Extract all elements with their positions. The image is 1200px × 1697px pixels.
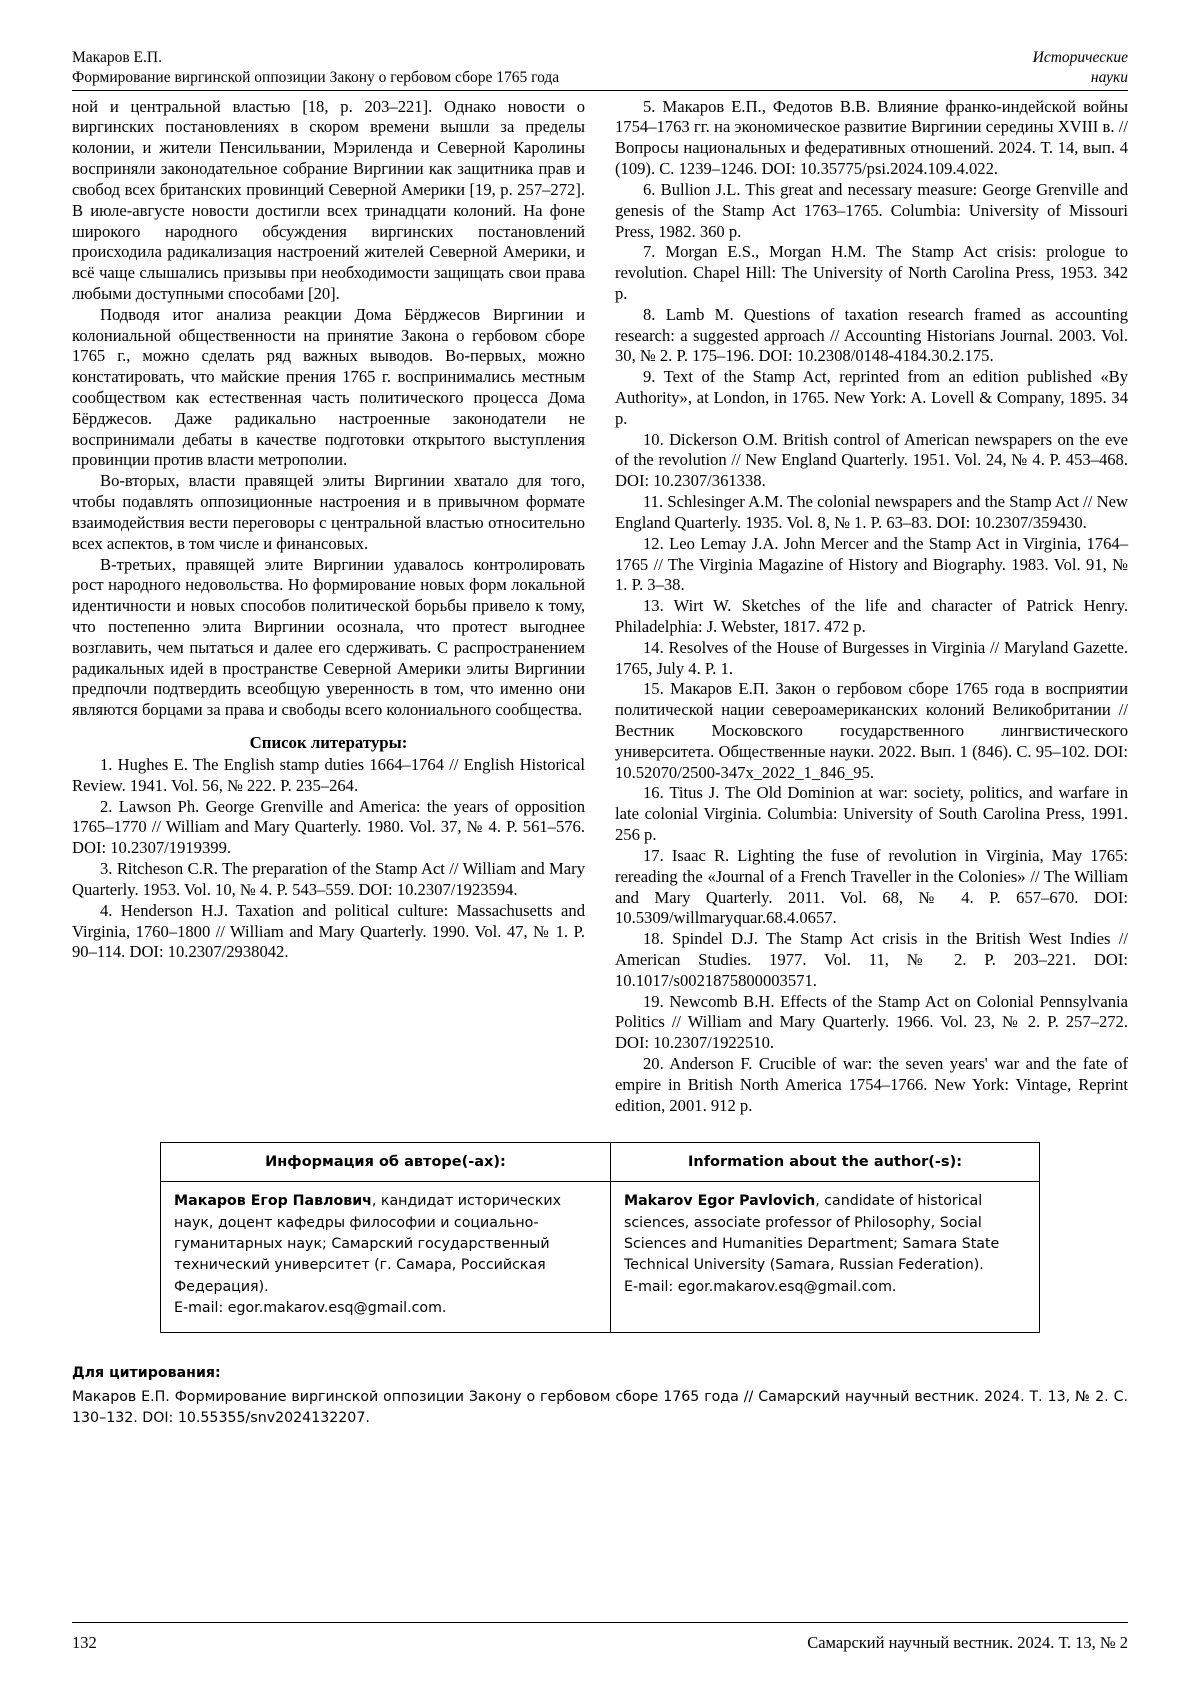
author-email-ru: E-mail: egor.makarov.esq@gmail.com.: [174, 1299, 447, 1316]
reference-item: 4. Henderson H.J. Taxation and political culture: Massachusetts and Virginia, 1760–1800 // William and Mary Quarterly. 1990. Vol. 47, № 1. P. 90–114. DOI: 10.2307/2938042.: [72, 900, 585, 962]
reference-item: 11. Schlesinger A.M. The colonial newspapers and the Stamp Act // New England Quarterly. 1935. Vol. 8, № 1. P. 63–83. DOI: 10.2307/359430.: [615, 492, 1128, 532]
paragraph: ной и центральной властью [18, p. 203–221]. Однако новости о виргинских постановлениях в скором времени вышли за пределы колонии, и жители Пенсильвании, Мэриленда и Северной Каролины восприняли законодательное собрание Виргинии как защитника прав и свобод всех британских провинций Северной Америки [19, p. 257–272]. В июле-августе новости достигли всех тринадцати колоний. На фоне широкого народного обсуждения виргинских постановлений происходила радикализация настроений жителей Северной Америки, и всё чаще слышались призывы при необходимости защищать свои права любыми доступными способами [20].: [72, 96, 585, 303]
left-column: [72, 97, 585, 1117]
reference-item: 10. Dickerson O.M. British control of American newspapers on the eve of the revolution // New England Quarterly. 1951. Vol. 24, № 4. P. 453–468. DOI: 10.2307/361338.: [615, 429, 1128, 491]
reference-item: 9. Text of the Stamp Act, reprinted from an edition published «By Authority», at London, in 1765. New York: A. Lovell & Company, 1895. 34 p.: [615, 367, 1128, 428]
author-affiliation-en: , candidate of historical sciences, associate professor of Philosophy, Social Sciences and Humanities Department; Samara State Technical University (Samara, Russian Federation).: [623, 1193, 1000, 1274]
author-info-header-en: Information about the author(-s):: [610, 1143, 1039, 1182]
table-row: [161, 1143, 1040, 1182]
running-head-section-line2: науки: [1090, 68, 1128, 86]
reference-item: 15. Макаров Е.П. Закон о гербовом сборе 1765 года в восприятии политической нации североамериканских колоний Великобритании // Вестник Московского государственного лингвистического университета. Общественные науки. 2022. Вып. 1 (846). С. 95–102. DOI: 10.52070/2500-347х_2022_1_846_95.: [615, 679, 1128, 782]
reference-item: 13. Wirt W. Sketches of the life and character of Patrick Henry. Philadelphia: J. Webster, 1817. 472 p.: [615, 596, 1128, 636]
running-head-title: Формирование виргинской оппозиции Закону о гербовом сборе 1765 года: [72, 68, 560, 86]
right-column: [615, 97, 1128, 1117]
paragraph: В-третьих, правящей элите Виргинии удавалось контролировать рост народного недовольства. Но формирование новых форм локальной идентичности и новых способов политической борьбы привело к тому, что постепенно элита Виргинии осознала, что протест выгоднее возглавить, чем пытаться и далее его сдерживать. С распространением радикальных идей в пространстве Северной Америки элиты Виргинии предпочли подтвердить всеобщую уверенность в том, что именно они являются борцами за права и свободы всего колониального сообщества.: [72, 554, 585, 720]
citation-heading: Для цитирования:: [72, 1365, 221, 1382]
author-info-header-ru: Информация об авторе(-ах):: [161, 1143, 611, 1182]
author-info-section: [72, 1142, 1128, 1333]
table-row: [161, 1182, 1040, 1333]
running-head-left: [72, 48, 853, 88]
page-number: 132: [72, 1633, 97, 1652]
running-head-section-line1: Исторические: [1032, 49, 1128, 66]
reference-item: 3. Ritcheson C.R. The preparation of the Stamp Act // William and Mary Quarterly. 1953. Vol. 10, № 4. P. 543–559. DOI: 10.2307/1923594.: [72, 859, 585, 899]
author-info-table: [160, 1142, 1040, 1333]
references-heading: Список литературы:: [249, 733, 408, 753]
reference-item: 17. Isaac R. Lighting the fuse of revolution in Virginia, May 1765: rereading the «Journal of a French Traveller in the Colonies» // The William and Mary Quarterly. 2011. Vol. 68, № 4. P. 657–670. DOI: 10.5309/willmaryquar.68.4.0657.: [615, 845, 1128, 928]
reference-item: 20. Anderson F. Crucible of war: the seven years' war and the fate of empire in British North America 1754–1766. New York: Vintage, Reprint edition, 2001. 912 p.: [615, 1054, 1128, 1115]
page-content: [72, 48, 1128, 1648]
paragraph: Подводя итог анализа реакции Дома Бёрджесов Виргинии и колониальной общественности на принятие Закона о гербовом сборе 1765 г., можно сделать ряд важных выводов. Во-первых, можно констатировать, что майские прения 1765 г. воспринимались местным сообществом как естественная часть политического процесса Дома Бёрджесов. Даже радикально настроенные законодатели не воспринимали дебаты в качестве подготовки открытого выступления провинции против власти метрополии.: [72, 304, 585, 470]
reference-item: 6. Bullion J.L. This great and necessary measure: George Grenville and genesis of the Stamp Act 1763–1765. Columbia: University of Missouri Press, 1982. 360 p.: [615, 179, 1128, 241]
reference-item: 19. Newcomb B.H. Effects of the Stamp Act on Colonial Pennsylvania Politics // William and Mary Quarterly. 1966. Vol. 23, № 2. P. 257–272. DOI: 10.2307/1922510.: [615, 991, 1128, 1053]
reference-item: 5. Макаров Е.П., Федотов В.В. Влияние франко-индейской войны 1754–1763 гг. на экономическое развитие Виргинии середины XVIII в. // Вопросы национальных и федеративных отношений. 2024. Т. 14, вып. 4 (109). С. 1239–1246. DOI: 10.35775/psi.2024.109.4.022.: [615, 96, 1128, 179]
citation-text: Макаров Е.П. Формирование виргинской оппозиции Закону о гербовом сборе 1765 года // Самарский научный вестник. 2024. Т. 13, № 2. С. 130–132. DOI: 10.55355/snv2024132207.: [72, 1388, 1128, 1426]
reference-item: 14. Resolves of the House of Burgesses in Virginia // Maryland Gazette. 1765, July 4. P. 1.: [615, 637, 1128, 678]
author-name-en: Makarov Egor Pavlovich: [623, 1193, 816, 1210]
reference-item: 16. Titus J. The Old Dominion at war: society, politics, and warfare in late colonial Virginia. Columbia: University of South Carolina Press, 1991. 256 p.: [615, 783, 1128, 845]
reference-item: 1. Hughes E. The English stamp duties 1664–1764 // English Historical Review. 1941. Vol. 56, № 222. P. 235–264.: [72, 755, 585, 795]
running-head-section: [875, 48, 1128, 88]
author-email-en: E-mail: egor.makarov.esq@gmail.com.: [623, 1278, 897, 1295]
author-info-cell-en: [610, 1182, 1039, 1333]
body-columns: [72, 97, 1128, 1117]
page-footer: [72, 1633, 1128, 1653]
citation-block: [72, 1363, 1128, 1429]
reference-item: 18. Spindel D.J. The Stamp Act crisis in the British West Indies // American Studies. 1977. Vol. 11, № 2. P. 203–221. DOI: 10.1017/s0021875800003571.: [615, 929, 1128, 990]
author-affiliation-ru: , кандидат исторических наук, доцент кафедры философии и социально-гуманитарных наук; Самарский государственный технический университет (г. Самара, Российская Федерация).: [174, 1193, 562, 1295]
reference-item: 2. Lawson Ph. George Grenville and America: the years of opposition 1765–1770 // William and Mary Quarterly. 1980. Vol. 37, № 4. P. 561–576. DOI: 10.2307/1919399.: [72, 796, 585, 858]
paragraph: Во-вторых, власти правящей элиты Виргинии хватало для того, чтобы подавлять оппозиционные настроения и в привычном формате взаимодействия вести переговоры с центральной властью относительно всех аспектов, в том числе и финансовых.: [72, 471, 585, 553]
running-head: [72, 48, 1128, 88]
footer-journal: Самарский научный вестник. 2024. Т. 13, № 2: [807, 1633, 1128, 1652]
running-head-author: Макаров Е.П.: [72, 49, 162, 66]
reference-item: 8. Lamb M. Questions of taxation research framed as accounting research: a suggested approach // Accounting Historians Journal. 2003. Vol. 30, № 2. P. 175–196. DOI: 10.2308/0148-4184.30.2.175.: [615, 304, 1128, 366]
author-info-cell-ru: [161, 1182, 611, 1333]
author-name-ru: Макаров Егор Павлович: [174, 1193, 372, 1210]
reference-item: 7. Morgan E.S., Morgan H.M. The Stamp Act crisis: prologue to revolution. Chapel Hill: The University of North Carolina Press, 1953. 342 p.: [615, 242, 1128, 303]
reference-item: 12. Leo Lemay J.A. John Mercer and the Stamp Act in Virginia, 1764–1765 // The Virginia Magazine of History and Biography. 1983. Vol. 91, № 1. P. 3–38.: [615, 533, 1128, 595]
footer-rule: [72, 1622, 1128, 1623]
running-head-rule: [72, 90, 1128, 91]
